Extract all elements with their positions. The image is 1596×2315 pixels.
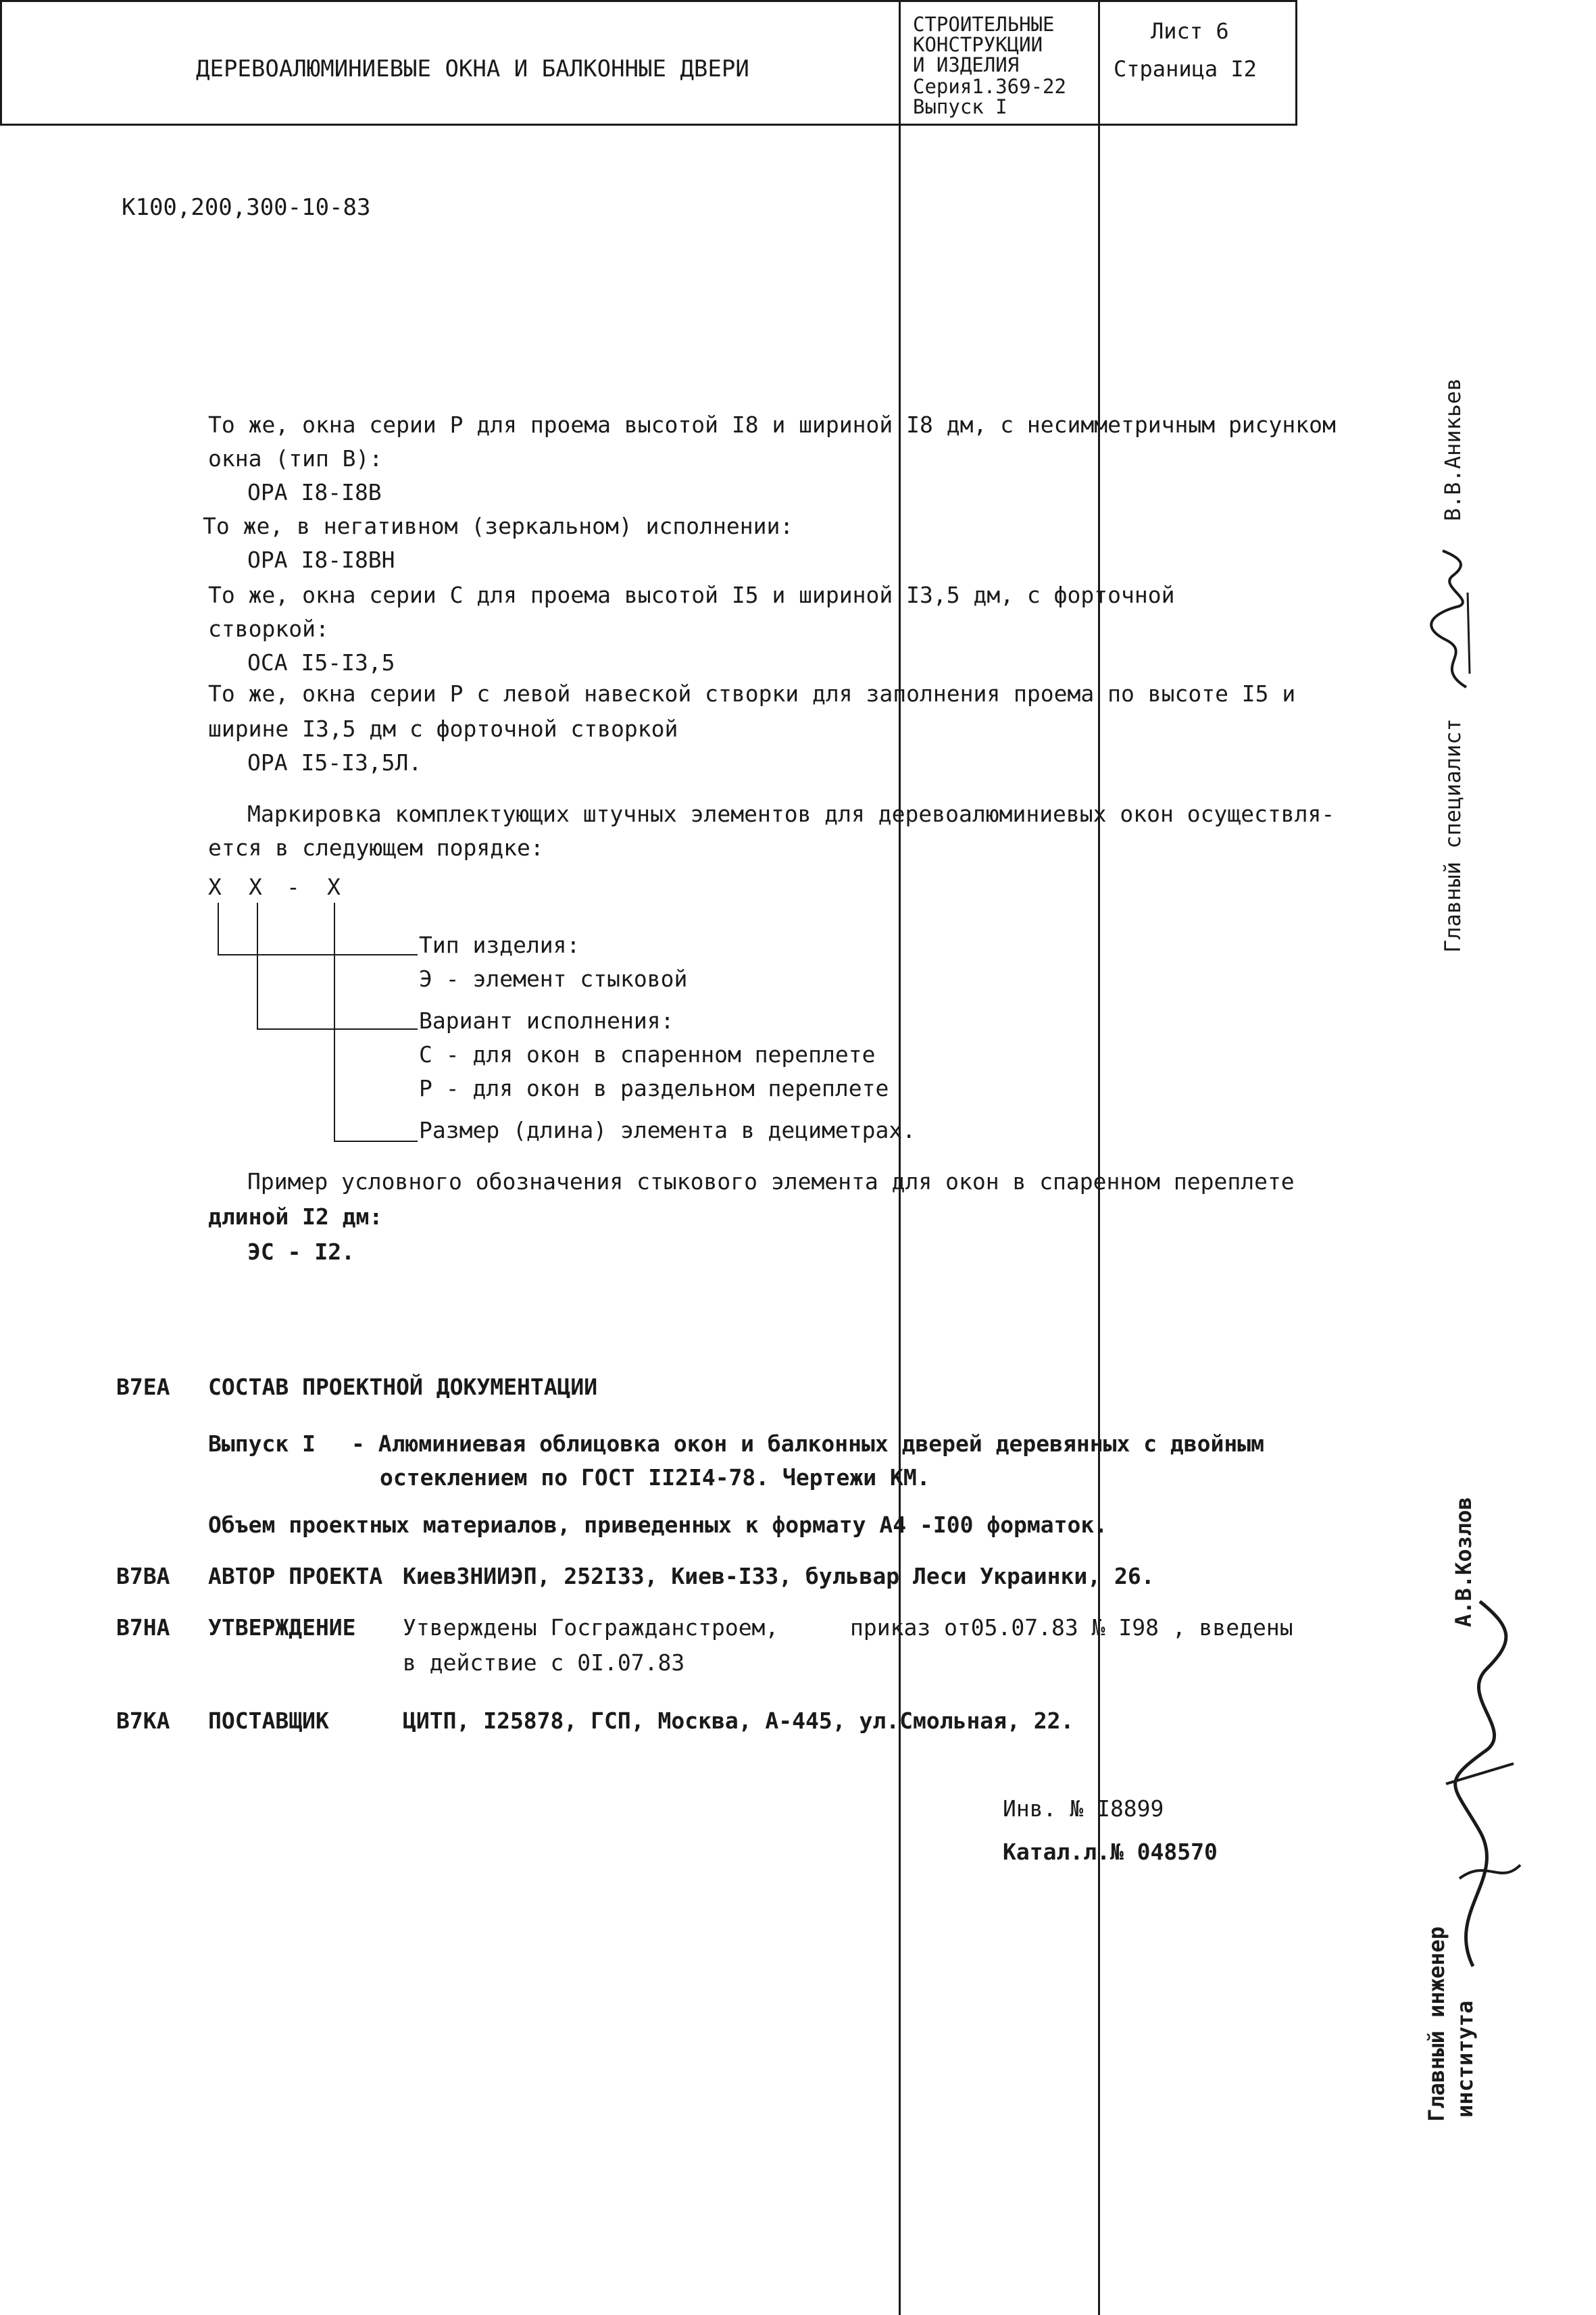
- body-line: То же, окна серии С для проема высотой I5 и шириной I3,5 дм, с форточной: [208, 582, 1175, 608]
- body-line: То же, в негативном (зеркальном) исполнении:: [203, 513, 794, 539]
- marking-line: Размер (длина) элемента в дециметрах.: [419, 1117, 916, 1143]
- title-block: [0, 0, 1297, 126]
- handwritten-signature: [1432, 1561, 1527, 1980]
- marking-leader: [334, 1141, 418, 1142]
- section-code: В7КА: [116, 1708, 170, 1734]
- catalog-number: Катал.л.№ 048570: [1003, 1839, 1218, 1865]
- body-line: окна (тип В):: [208, 445, 383, 472]
- approval-order: приказ от05.07.83 № I98 , введены: [850, 1614, 1293, 1641]
- body-line: То же, окна серии Р с левой навеской створки для заполнения проема по высоте I5 и: [208, 680, 1296, 707]
- section-code: В7НА: [116, 1614, 170, 1641]
- marking-leader: [257, 1028, 418, 1030]
- organization-cell: [901, 0, 1100, 2315]
- example-designation: ЭС - I2.: [247, 1239, 355, 1265]
- signer-title: института: [1452, 2000, 1478, 2118]
- marking-line: Вариант исполнения:: [419, 1007, 674, 1034]
- org-line: СТРОИТЕЛЬНЫЕ: [913, 13, 1055, 36]
- body-line: То же, окна серии Р для проема высотой I8 и шириной I8 дм, с несимметричным рисунком: [208, 412, 1336, 438]
- issue-line: Выпуск I: [913, 95, 1007, 118]
- example-line: Пример условного обозначения стыкового элемента для окон в спаренном переплете: [247, 1168, 1295, 1195]
- marking-dash: -: [286, 874, 300, 900]
- document-title: ДЕРЕВОАЛЮМИНИЕВЫЕ ОКНА И БАЛКОННЫЕ ДВЕРИ: [196, 55, 749, 82]
- sheet-number: Лист 6: [1151, 18, 1229, 44]
- issue-text: остеклением по ГОСТ II2I4-78. Чертежи КМ.: [380, 1464, 930, 1491]
- example-line: длиной I2 дм:: [208, 1203, 383, 1230]
- product-code: ОРА I5-I3,5Л.: [247, 749, 422, 776]
- chief-engineer-name: [1453, 1497, 1474, 1627]
- marking-leader: [334, 903, 335, 1141]
- org-line: КОНСТРУКЦИИ: [913, 33, 1043, 56]
- issue-label: Выпуск I: [208, 1430, 316, 1457]
- section-heading: СОСТАВ ПРОЕКТНОЙ ДОКУМЕНТАЦИИ: [208, 1374, 598, 1400]
- signer-name: А.В.Козлов: [1451, 1497, 1476, 1627]
- product-code: ОРА I8-I8В: [247, 479, 382, 505]
- author-text: КиевЗНИИЭП, 252I33, Киев-I33, бульвар Леси Украинки, 26.: [403, 1563, 1155, 1589]
- volume-text: Объем проектных материалов, приведенных к формату А4 -I00 форматок.: [208, 1512, 1108, 1538]
- marking-leader: [218, 954, 418, 955]
- body-line: ширине I3,5 дм с форточной створкой: [208, 716, 678, 742]
- section-code: В7ВА: [116, 1563, 170, 1589]
- section-label: УТВЕРЖДЕНИЕ: [208, 1614, 356, 1641]
- signer-title: Главный специалист: [1440, 718, 1466, 953]
- marking-leader: [257, 903, 258, 1028]
- marking-position: Х: [208, 874, 222, 900]
- marking-line: Р - для окон в раздельном переплете: [419, 1075, 889, 1101]
- marking-position: Х: [327, 874, 341, 900]
- inventory-number: Инв. № I8899: [1003, 1795, 1164, 1822]
- body-line: Маркировка комплектующих штучных элементов для деревоалюминиевых окон осуществля-: [247, 801, 1335, 827]
- org-line: И ИЗДЕЛИЯ: [913, 53, 1020, 76]
- signer-name: В.В.Аникьев: [1440, 378, 1466, 522]
- approval-text: Утверждены Госгражданстроем,: [403, 1614, 779, 1641]
- signer-title: Главный инженер: [1424, 1926, 1449, 2122]
- marking-position: Х: [249, 874, 262, 900]
- page-number: Страница I2: [1114, 56, 1257, 82]
- marking-line: С - для окон в спаренном переплете: [419, 1041, 876, 1068]
- chief-specialist-signature-block: [1426, 378, 1480, 953]
- handwritten-signature: [1426, 545, 1480, 694]
- marking-line: Тип изделия:: [419, 932, 580, 958]
- supplier-text: ЦИТП, I25878, ГСП, Москва, А-445, ул.Смольная, 22.: [403, 1708, 1074, 1734]
- marking-leader: [218, 903, 219, 954]
- approval-date: в действие с 0I.07.83: [403, 1649, 685, 1676]
- product-code: ОСА I5-I3,5: [247, 649, 395, 676]
- section-label: АВТОР ПРОЕКТА: [208, 1563, 383, 1589]
- product-code: ОРА I8-I8ВН: [247, 547, 395, 573]
- section-code: В7ЕА: [116, 1374, 170, 1400]
- section-label: ПОСТАВЩИК: [208, 1708, 329, 1734]
- body-line: створкой:: [208, 616, 329, 642]
- marking-line: Э - элемент стыковой: [419, 966, 688, 992]
- body-line: ется в следующем порядке:: [208, 835, 544, 861]
- document-code: К100,200,300-10-83: [122, 194, 371, 221]
- series-line: Серия1.369-22: [913, 75, 1066, 98]
- issue-text: - Алюминиевая облицовка окон и балконных дверей деревянных с двойным: [351, 1430, 1265, 1457]
